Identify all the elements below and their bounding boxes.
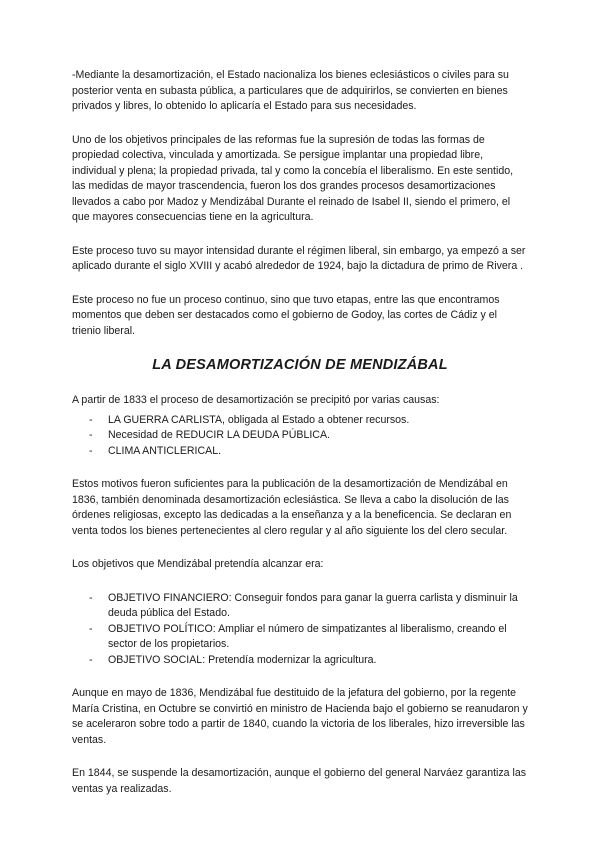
list-item (72, 622, 528, 653)
list-item (72, 444, 528, 460)
closing-paragraph-1: Aunque en mayo de 1836, Mendizábal fue destituido de la jefatura del gobierno, por la regente María Cristina, en Octubre se convirtió en ministro de Hacienda bajo el gobierno se reanudaron y se aceleraron sobre todo a partir de 1840, cuando la victoria de los liberales, hizo irreversible las ventas. (72, 687, 528, 746)
list-item-text: OBJETIVO POLÍTICO: Ampliar el número de simpatizantes al liberalismo, creando el sector de los propietarios. (108, 622, 507, 650)
list-item (72, 653, 528, 669)
list-item-text: OBJETIVO FINANCIERO: Conseguir fondos para ganar la guerra carlista y disminuir la deuda pública del Estado. (108, 591, 518, 619)
list-item-text: OBJETIVO SOCIAL: Pretendía modernizar la agricultura. (108, 653, 377, 666)
causes-intro: A partir de 1833 el proceso de desamortización se precipitó por varias causas: (72, 394, 440, 406)
document-page (72, 68, 528, 815)
intro-paragraph-4: Este proceso no fue un proceso continuo, sino que tuvo etapas, entre las que encontramos momentos que deben ser destacados como el gobierno de Godoy, las cortes de Cádiz y el trienio liberal. (72, 293, 500, 337)
bullet-dash: - (89, 429, 93, 441)
intro-paragraph-3: Este proceso tuvo su mayor intensidad durante el régimen liberal, sin embargo, ya empezó a ser aplicado durante el siglo XVIII y acabó alrededor de 1924, bajo la dictadura de primo de Rivera . (72, 244, 526, 272)
list-item (72, 428, 528, 444)
list-item (72, 591, 528, 622)
motives-paragraph: Estos motivos fueron suficientes para la publicación de la desamortización de Mendizábal en 1836, también denominada desamortización eclesiástica. Se lleva a cabo la disolución de las órdenes religiosas, excepto las dedicadas a la enseñanza y a la beneficencia. Se declaran en venta todos los bienes pertenecientes al clero regular y al año siguiente los del clero secular. (72, 478, 512, 537)
bullet-dash: - (89, 622, 93, 635)
list-item-text: LA GUERRA CARLISTA, obligada al Estado a obtener recursos. (108, 413, 410, 426)
objectives-list (72, 591, 528, 669)
bullet-dash: - (89, 591, 93, 604)
list-item-text: CLIMA ANTICLERICAL. (108, 444, 222, 457)
objectives-intro: Los objetivos que Mendizábal pretendía alcanzar era: (72, 558, 324, 570)
bullet-dash: - (89, 653, 93, 666)
intro-paragraph-2: Uno de los objetivos principales de las reformas fue la supresión de todas las formas de propiedad colectiva, vinculada y amortizada. Se persigue implantar una propiedad libre, individual y plena; la propiedad privada, tal y como la concebía el liberalismo. En este sentido, las medidas de mayor trascendencia, fueron los dos grandes procesos desamortizaciones llevados a cabo por Madoz y Mendizábal Durante el reinado de Isabel II, siendo el primero, el que mayores consecuencias tiene en la agricultura. (72, 133, 514, 223)
bullet-dash: - (89, 444, 93, 457)
section-heading: LA DESAMORTIZACIÓN DE MENDIZÁBAL (152, 357, 448, 373)
bullet-dash: - (89, 413, 93, 426)
intro-paragraph-1: -Mediante la desamortización, el Estado nacionaliza los bienes eclesiásticos o civiles para su posterior venta en subasta pública, a particulares que de adquirirlos, se convierten en bienes privados y libres, lo obtenido lo aplicaría el Estado para sus necesidades. (72, 69, 509, 112)
list-item-text: Necesidad de REDUCIR LA DEUDA PÚBLICA. (108, 429, 330, 441)
list-item (72, 413, 528, 429)
closing-paragraph-2: En 1844, se suspende la desamortización, aunque el gobierno del general Narváez garantiza las ventas ya realizadas. (72, 767, 527, 795)
causes-list (72, 413, 528, 460)
